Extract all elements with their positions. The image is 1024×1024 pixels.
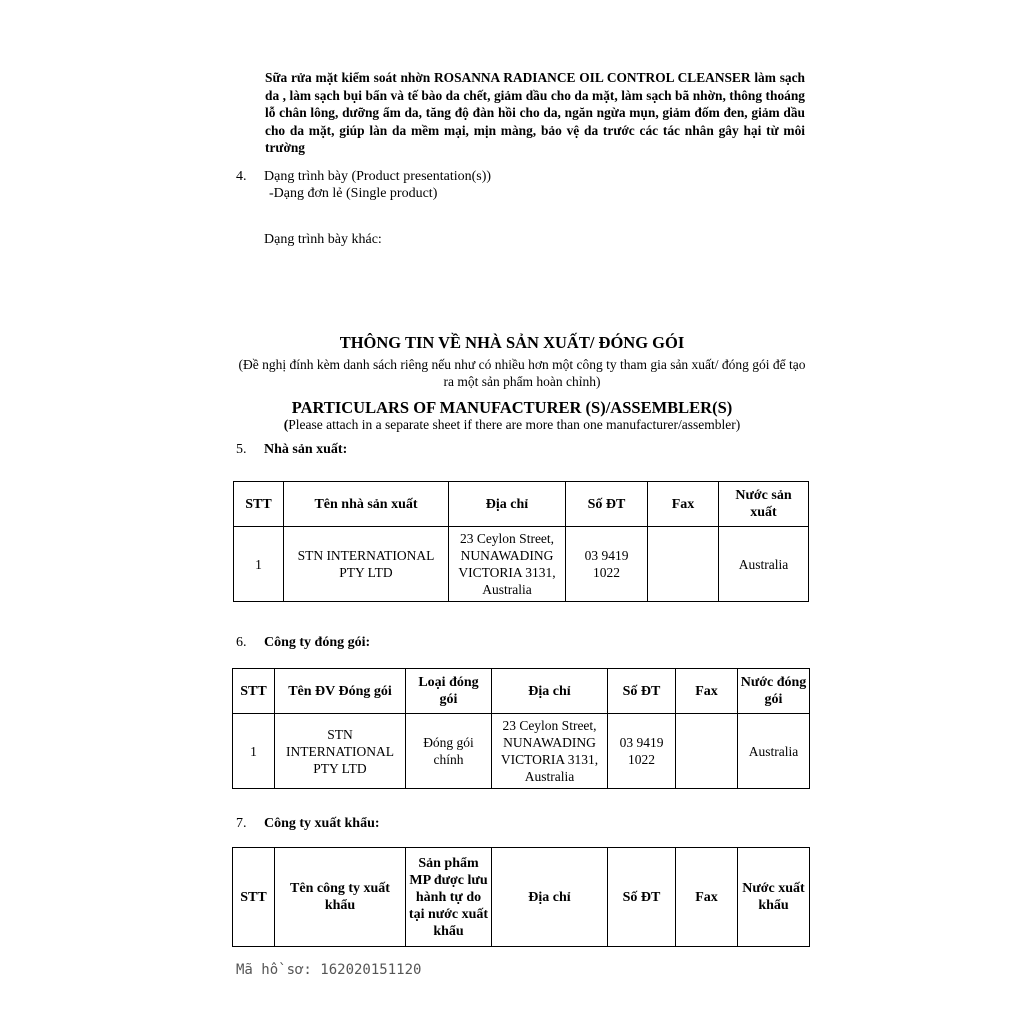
col-address: Địa chỉ <box>492 848 608 947</box>
col-phone: Số ĐT <box>608 669 676 714</box>
col-phone: Số ĐT <box>608 848 676 947</box>
manufacturer-title-vn: THÔNG TIN VỀ NHÀ SẢN XUẤT/ ĐÓNG GÓI <box>339 333 685 352</box>
cell-fax <box>676 714 738 789</box>
note-en-text: Please attach in a separate sheet if there are more than one manufacturer/assembler) <box>288 417 741 432</box>
col-stt: STT <box>234 482 284 527</box>
note-en-paren: ( <box>283 417 289 432</box>
manufacturer-header-row <box>234 482 809 527</box>
manufacturer-note-vn: (Đề nghị đính kèm danh sách riêng nếu như có nhiều hơn một công ty tham gia sản xuất/ đóng gói để tạo ra một sản phẩm hoàn chỉnh) <box>238 357 806 389</box>
col-phone: Số ĐT <box>566 482 648 527</box>
col-stt: STT <box>233 669 275 714</box>
col-manufacturer-name: Tên nhà sản xuất <box>284 482 449 527</box>
col-packaging-type: Loại đóng gói <box>406 669 492 714</box>
col-free-sale: Sản phẩm MP được lưu hành tự do tại nước xuất khẩu <box>406 848 492 947</box>
dossier-code: Mã hồ sơ: 162020151120 <box>236 962 422 978</box>
table-row <box>234 527 809 602</box>
cell-country: Australia <box>738 714 810 789</box>
section-6-label: Công ty đóng gói: <box>264 635 371 650</box>
col-country: Nước sản xuất <box>719 482 809 527</box>
section-5-number: 5. <box>236 442 247 457</box>
cell-address: 23 Ceylon Street, NUNAWADING VICTORIA 3131, Australia <box>492 714 608 789</box>
section-5 <box>0 441 1024 458</box>
exporter-header-row <box>233 848 810 947</box>
manufacturer-title-en: PARTICULARS OF MANUFACTURER (S)/ASSEMBLER(S) <box>291 398 733 417</box>
exporter-table <box>232 847 810 947</box>
cell-manufacturer-name: STN INTERNATIONAL PTY LTD <box>284 527 449 602</box>
single-product-text: -Dạng đơn lẻ (Single product) <box>269 186 438 201</box>
col-address: Địa chỉ <box>449 482 566 527</box>
cell-phone: 03 9419 1022 <box>608 714 676 789</box>
cell-address: 23 Ceylon Street, NUNAWADING VICTORIA 3131, Australia <box>449 527 566 602</box>
col-country: Nước đóng gói <box>738 669 810 714</box>
section-7-label: Công ty xuất khẩu: <box>264 816 380 831</box>
col-fax: Fax <box>648 482 719 527</box>
product-description: Sữa rửa mặt kiểm soát nhờn ROSANNA RADIANCE OIL CONTROL CLEANSER làm sạch da , làm sạch bụi bẩn và tế bào da chết, giảm dầu cho da mặt, làm sạch bã nhờn, thông thoáng lỗ chân lông, dưỡng ẩm da, tăng độ đàn hồi cho da, ngăn ngừa mụn, giảm đốm đen, giảm dầu cho da mặt, giúp làn da mềm mại, mịn màng, bảo vệ da trước các tác nhân gây hại từ môi trường <box>265 70 805 155</box>
col-fax: Fax <box>676 669 738 714</box>
manufacturer-table <box>233 481 809 602</box>
section-7 <box>0 815 1024 832</box>
col-address: Địa chỉ <box>492 669 608 714</box>
other-presentation-text: Dạng trình bày khác: <box>264 232 382 247</box>
section-6 <box>0 634 1024 651</box>
packager-header-row <box>233 669 810 714</box>
table-row <box>233 714 810 789</box>
cell-stt: 1 <box>233 714 275 789</box>
cell-country: Australia <box>719 527 809 602</box>
section-7-number: 7. <box>236 816 247 831</box>
cell-packaging-type: Đóng gói chính <box>406 714 492 789</box>
col-export-country: Nước xuất khẩu <box>738 848 810 947</box>
section-4-label: Dạng trình bày (Product presentation(s)) <box>264 169 492 184</box>
cell-stt: 1 <box>234 527 284 602</box>
col-exporter-name: Tên công ty xuất khẩu <box>275 848 406 947</box>
cell-fax <box>648 527 719 602</box>
cell-packager-name: STN INTERNATIONAL PTY LTD <box>275 714 406 789</box>
col-fax: Fax <box>676 848 738 947</box>
col-stt: STT <box>233 848 275 947</box>
packager-table <box>232 668 810 789</box>
section-4-number: 4. <box>236 169 247 184</box>
manufacturer-note-en <box>0 417 1024 433</box>
section-5-label: Nhà sản xuất: <box>264 442 348 457</box>
section-6-number: 6. <box>236 635 247 650</box>
col-packager-name: Tên ĐV Đóng gói <box>275 669 406 714</box>
cell-phone: 03 9419 1022 <box>566 527 648 602</box>
section-4 <box>0 168 1024 185</box>
